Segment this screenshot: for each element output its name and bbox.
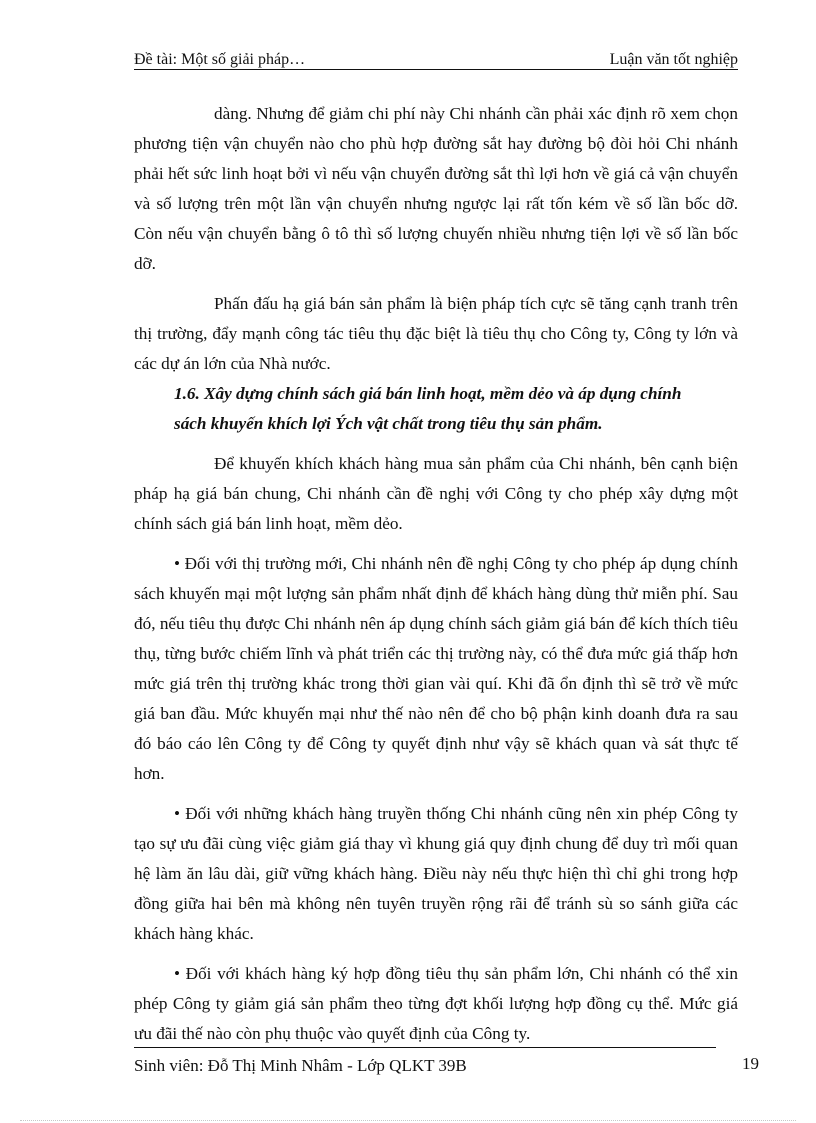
page-bottom-border <box>20 1120 796 1121</box>
header-topic: Đề tài: Một số giải pháp… <box>134 51 306 68</box>
page-header <box>134 50 738 70</box>
bullet-large-contracts <box>134 959 738 1049</box>
page-number: 19 <box>742 1054 759 1073</box>
paragraph-transport: dàng. Nhưng để giảm chi phí này Chi nhánh cần phải xác định rõ xem chọn phương tiện vận chuyển nào cho phù hợp đường sắt hay đường bộ đòi hỏi Chi nhánh phải hết sức linh hoạt bởi vì nếu vận chuyển đường sắt thì lợi hơn về giá cả vận chuyển và số lượng trên một lần vận chuyển nhưng ngược lại rất tốn kém về số lần bốc dỡ. Còn nếu vận chuyển bằng ô tô thì số lượng chuyến nhiều nhưng tiện lợi về số lần bốc dỡ. <box>134 104 738 273</box>
bullet-new-markets <box>134 549 738 789</box>
bullet-icon: • <box>174 554 181 573</box>
bullet-text: Đối với khách hàng ký hợp đồng tiêu thụ sản phẩm lớn, Chi nhánh có thể xin phép Công ty giảm giá sản phẩm theo từng đợt khối lượng hợp đồng cụ thể. Mức giá ưu đãi thế nào còn phụ thuộc vào quyết định của Công ty. <box>134 964 738 1043</box>
bullet-text: Đối với những khách hàng truyền thống Chi nhánh cũng nên xin phép Công ty tạo sự ưu đãi cùng việc giảm giá thay vì khung giá quy định chung để duy trì mối quan hệ làm ăn lâu dài, giữ vững khách hàng. Điều này nếu thực hiện thì chỉ ghi trong hợp đồng giữa hai bên mà không nên tuyên truyền rộng rãi để tránh sù so sánh giữa các khách hàng khác. <box>134 804 738 943</box>
section-heading: 1.6. Xây dựng chính sách giá bán linh hoạt, mềm dẻo và áp dụng chính sách khuyến khích lợi Ých vật chất trong tiêu thụ sản phẩm. <box>174 384 682 433</box>
paragraph-price-reduction: Phấn đấu hạ giá bán sản phẩm là biện pháp tích cực sẽ tăng cạnh tranh trên thị trường, đẩy mạnh công tác tiêu thụ đặc biệt là tiêu thụ cho Công ty, Công ty lớn và các dự án lớn của Nhà nước. <box>134 294 738 373</box>
paragraph-pricing-policy: Để khuyến khích khách hàng mua sản phẩm của Chi nhánh, bên cạnh biện pháp hạ giá bán chung, Chi nhánh cần đề nghị với Công ty cho phép xây dựng một chính sách giá bán linh hoạt, mềm dẻo. <box>134 454 738 533</box>
page-footer <box>134 1055 759 1077</box>
footer-student-info: Sinh viên: Đỗ Thị Minh Nhâm - Lớp QLKT 39B <box>134 1056 467 1075</box>
bullet-icon: • <box>174 964 181 983</box>
header-divider <box>134 69 738 70</box>
bullet-icon: • <box>174 804 181 823</box>
bullet-loyal-customers <box>134 799 738 949</box>
footer-divider <box>134 1047 716 1048</box>
header-thesis-label: Luận văn tốt nghiệp <box>609 51 738 68</box>
page-body <box>134 99 738 1049</box>
bullet-text: Đối với thị trường mới, Chi nhánh nên đề nghị Công ty cho phép áp dụng chính sách khuyến mại một lượng sản phẩm nhất định để khách hàng dùng thử miễn phí. Sau đó, nếu tiêu thụ được Chi nhánh nên áp dụng chính sách giảm giá bán để kích thích tiêu thụ, từng bước chiếm lĩnh và phát triển các thị trường này, có thể đưa mức giá thấp hơn mức giá trên thị trường khác trong thời gian vài quí. Khi đã ổn định thì sẽ trở về mức giá ban đầu. Mức khuyến mại như thế nào nên để cho bộ phận kinh doanh đưa ra sau đó báo cáo lên Công ty để Công ty quyết định như vậy sẽ khách quan và sát thực tế hơn. <box>134 554 739 783</box>
